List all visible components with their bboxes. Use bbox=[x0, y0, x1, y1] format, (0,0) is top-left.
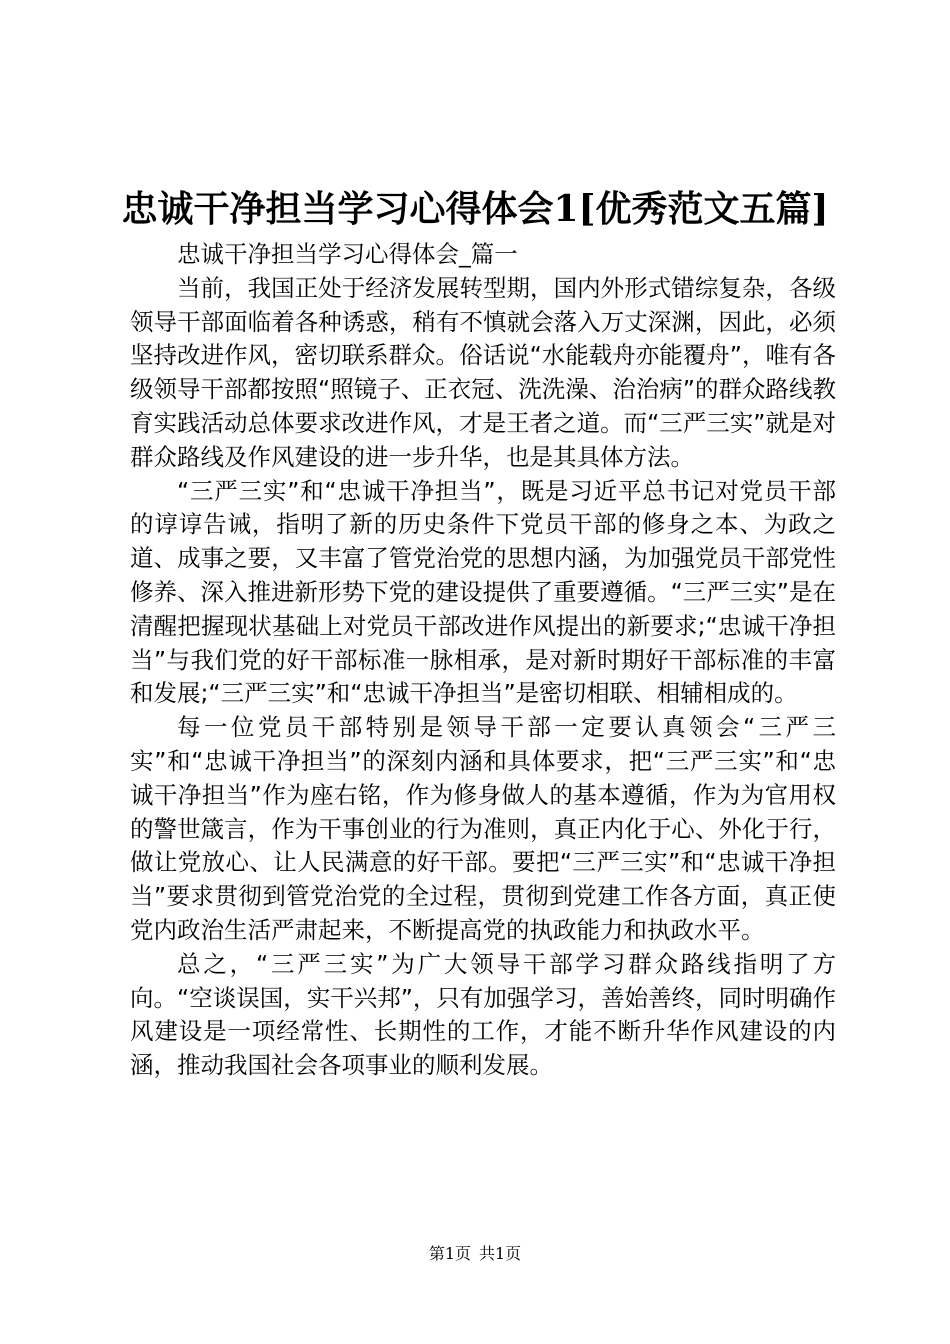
paragraph-4: 总之，“三严三实”为广大领导干部学习群众路线指明了方向。“空谈误国，实干兴邦”，只有加强学习，善始善终，同时明确作风建设是一项经常性、长期性的工作，才能不断升华作风建设的内涵，推动我国社会各项事业的顺利发展。 bbox=[130, 949, 836, 1080]
paragraph-3: 每一位党员干部特别是领导干部一定要认真领会“三严三实”和“忠诚干净担当”的深刻内涵和具体要求，把“三严三实”和“忠诚干净担当”作为座右铭，作为修身做人的基本遵循，作为为官用权的警世箴言，作为干事创业的行为准则，真正内化于心、外化于行，做让党放心、让人民满意的好干部。要把“三严三实”和“忠诚干净担当”要求贯彻到管党治党的全过程，贯彻到党建工作各方面，真正使党内政治生活严肃起来，不断提高党的执政能力和执政水平。 bbox=[130, 713, 836, 944]
document-body bbox=[130, 238, 836, 1083]
paragraph-1: 当前，我国正处于经济发展转型期，国内外形式错综复杂，各级领导干部面临着各种诱惑，稍有不慎就会落入万丈深渊，因此，必须坚持改进作风，密切联系群众。俗话说“水能载舟亦能覆舟”，唯有各级领导干部都按照“照镜子、正衣冠、洗洗澡、治治病”的群众路线教育实践活动总体要求改进作风，才是王者之道。而“三严三实”就是对群众路线及作风建设的进一步升华，也是其具体方法。 bbox=[130, 273, 836, 471]
page-number-total: 共1页 bbox=[479, 1244, 522, 1263]
page-footer bbox=[0, 1244, 950, 1264]
document-title: 忠诚干净担当学习心得体会1[优秀范文五篇] bbox=[121, 188, 829, 230]
paragraph-2: “三严三实”和“忠诚干净担当”，既是习近平总书记对党员干部的谆谆告诫，指明了新的历史条件下党员干部的修身之本、为政之道、成事之要，又丰富了管党治党的思想内涵，为加强党员干部党性修养、深入推进新形势下党的建设提供了重要遵循。“三严三实”是在清醒把握现状基础上对党员干部改进作风提出的新要求;“忠诚干净担当”与我们党的好干部标准一脉相承，是对新时期好干部标准的丰富和发展;“三严三实”和“忠诚干净担当”是密切相联、相辅相成的。 bbox=[130, 476, 836, 708]
page-number-current: 第1页 bbox=[428, 1244, 471, 1263]
section-heading: 忠诚干净担当学习心得体会_篇一 bbox=[177, 240, 518, 268]
